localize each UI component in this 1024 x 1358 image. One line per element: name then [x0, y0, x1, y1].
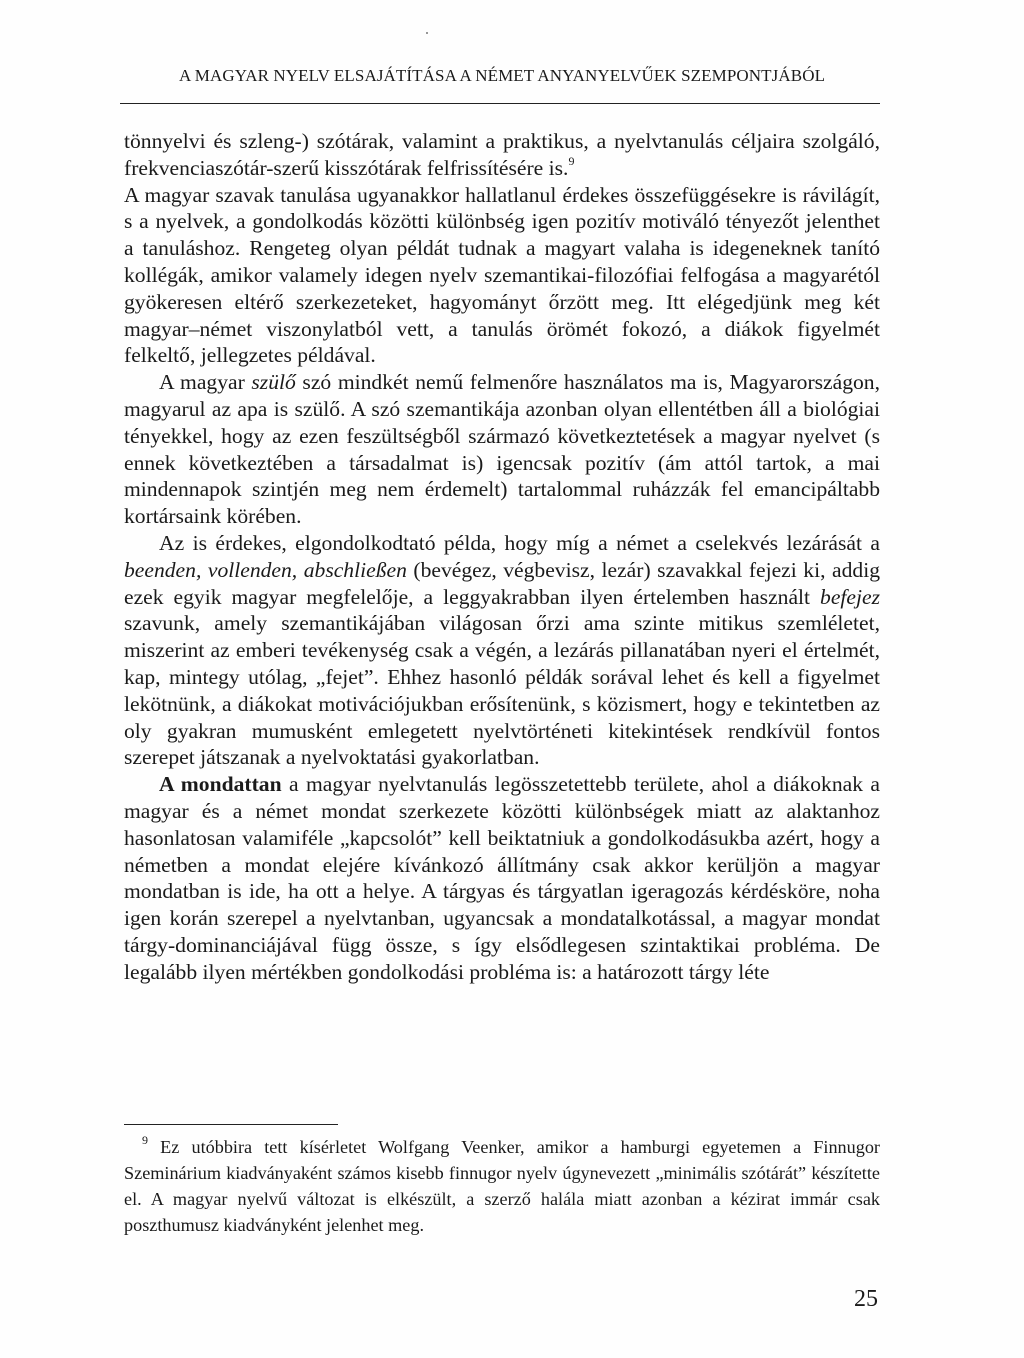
paragraph-2: A magyar szavak tanulása ugyanakkor hallatlanul érdekes összefüggésekre is rávilágít, s a nyelvek, a gondolkodás közötti különbség igen pozitív motiváló tényezőt jelenthet a tanuláshoz. Rengeteg olyan példát tudnak a magyart valaha is idegeneknek tanító kollégák, amikor valamely idegen nyelv szemantikai-filozófiai felfogása a magyarétól gyökeresen eltérő szerkezeteket, hagyományt őrzött meg. Itt elégedjünk meg két magyar–német viszonylatból vett, a tanulás örömét fokozó, a diákok figyelmét felkeltő, jellegzetes példával.: [124, 182, 880, 368]
paragraph-1: [124, 128, 880, 182]
paragraph-5: [124, 771, 880, 985]
footnote-text: Ez utóbbira tett kísérletet Wolfgang Veenker, amikor a hamburgi egyetemen a Finnugor Szeminárium kiadványaként számos kisebb finnugor nyelv úgynevezett „minimális szótárát” készítette el. A magyar nyelvű változat is elkészült, a szerző halála miatt azonban a kézirat immár csak poszthumusz kiadványként jelenhet meg.: [124, 1137, 880, 1235]
paragraph-3-text-a: A magyar: [159, 370, 252, 395]
paragraph-1-text: tönnyelvi és szleng-) szótárak, valamint a praktikus, a nyelvtanulás céljaira szolgáló, frekvenciaszótár-szerű kisszótárak felfrissítésére is.: [124, 129, 880, 180]
emphasis-befejez: befejez: [820, 584, 880, 609]
paragraph-3: [124, 369, 880, 530]
emphasis-german-verbs: beenden, vollenden, abschließen: [124, 557, 407, 582]
footnote-reference: 9: [568, 153, 575, 168]
paragraph-3-text-b: szó mindkét nemű felmenőre használatos ma is, Magyarországon, magyarul az apa is szülő. A szó szemantikája azonban olyan ellentétben áll a biológiai tényekkel, hogy az ezen feszültségből származó következtetések a magyar nyelvet (s ennek következtében a társadalmat is) igencsak pozitív (ám attól tartok, a mai mindennapok szintjén meg nem érdemelt) tartalommal ruházzák fel emancipáltabb kortársaink körében.: [124, 370, 880, 529]
section-term-mondattan: A mondattan: [159, 772, 282, 797]
running-header: A MAGYAR NYELV ELSAJÁTÍTÁSA A NÉMET ANYANYELVŰEK SZEMPONTJÁBÓL: [178, 66, 826, 85]
header-rule: [120, 103, 880, 104]
paragraph-4: [124, 530, 880, 771]
paragraph-4-text-b: (bevégez, végbevisz, lezár) szavakkal fejezi ki, addig ezek egyik magyar megfelelője, a leggyakrabban ilyen értelemben használt: [124, 557, 880, 609]
main-text: [124, 128, 880, 986]
paragraph-4-text-c: szavunk, amely szemantikájában világosan őrzi ama szinte mitikus szemléletet, miszerint az emberi tevékenység csak a végén, a lezárás pillanatában nyeri el értelmét, kap, mintegy utólag, „fejet”. Ehhez hasonló példák sorával lehet és kell a figyelmet lekötnünk, a diákokat motivációjukban erősítenünk, s közismert, hogy e tekintetben az oly gyakran mumusként emlegetett nyelvtörténeti kitekintések rendkívül fontos szerepet játszanak a nyelvoktatási gyakorlatban.: [124, 611, 880, 770]
footnote: [124, 1134, 880, 1238]
scan-speck: [426, 32, 428, 34]
footnote-rule: [124, 1124, 338, 1125]
page-number: 25: [854, 1286, 878, 1312]
emphasis-szulo: szülő: [251, 370, 296, 395]
footnote-marker: 9: [142, 1132, 148, 1147]
paragraph-5-text: a magyar nyelvtanulás legösszetettebb területe, ahol a diákoknak a magyar és a német mondat szerkezete közötti különbségek miatt az alaktanhoz hasonlatosan valamiféle „kapcsolót” kell beiktatniuk a gondolkodásukba azért, hogy a németben a mondat elejére kívánkozó állítmány csak akkor kerüljön a magyar mondatban is ide, ha ott a helye. A tárgyas és tárgyatlan igeragozás kérdésköre, noha igen korán szerepel a nyelvtanban, ugyancsak a mondatalkotással, a magyar mondat tárgy-dominanciájával függ össze, s így elsődlegesen szintaktikai probléma. De legalább ilyen mértékben gondolkodási probléma is: a határozott tárgy léte: [124, 772, 880, 984]
paragraph-4-text-a: Az is érdekes, elgondolkodtató példa, hogy míg a német a cselekvés lezárását a: [159, 530, 880, 555]
